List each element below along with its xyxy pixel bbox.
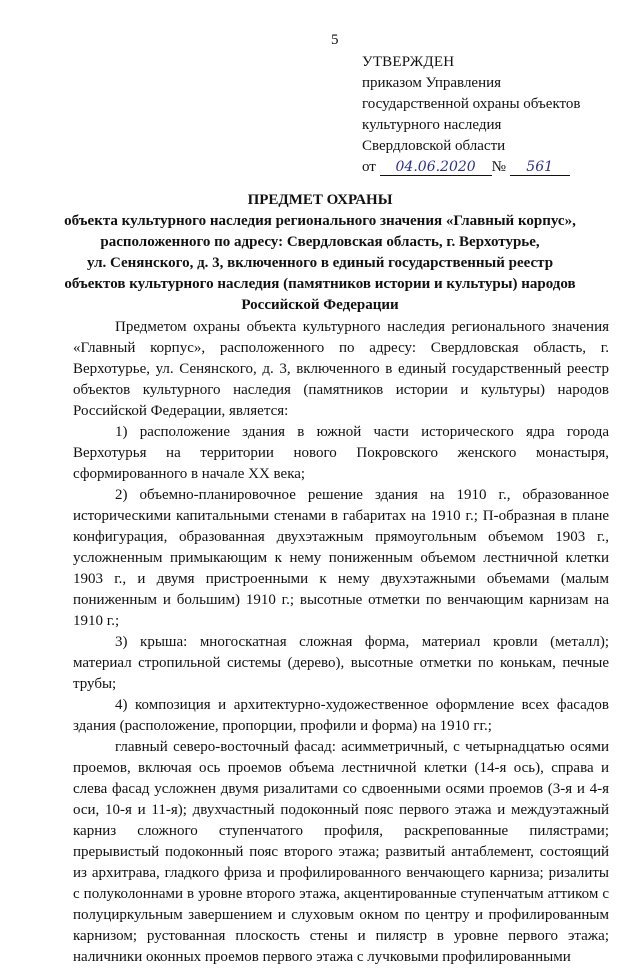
handwritten-date: 04.06.2020 [395, 159, 476, 175]
paragraph: Предметом охраны объекта культурного наследия регионального значения «Главный корпус», расположенного по адресу: Свердловская область, г. Верхотурье, ул. Сенянского, д. 3, включенного в единый государственный реестр объектов культурного наследия (памятников истории и культуры) народов Российской Федерации, является: [73, 319, 609, 419]
subtitle-line: расположенного по адресу: Свердловская область, г. Верхотурье, [100, 234, 540, 250]
approval-date-line [362, 157, 622, 178]
number-field [510, 159, 570, 176]
subtitle-line: объекта культурного наследия регионального значения «Главный корпус», [64, 213, 576, 229]
document-body [73, 317, 609, 968]
date-field [380, 159, 492, 176]
paragraph: 2) объемно-планировочное решение здания на 1910 г., образованное историческими капитальными стенами в габаритах на 1910 г.; П-образная в плане конфигурация, образованная двухэтажным прямоугольным объемом 1903 г., усложненным примыкающим к нему пониженным объемом лестничной клетки 1903 г., и двумя пристроенными к нему двухэтажными объемами (малым пониженным и большим) 1910 г.; высотные отметки по венчающим карнизам на 1910 г.; [73, 487, 609, 629]
paragraph: 4) композиция и архитектурно-художественное оформление всех фасадов здания (расположение, пропорции, профили и форма) на 1910 гг.; [73, 697, 609, 734]
handwritten-number: 561 [526, 159, 554, 175]
approval-line: культурного наследия [362, 117, 502, 133]
approval-line: приказом Управления [362, 75, 502, 91]
subtitle-line: ул. Сенянского, д. 3, включенного в единый государственный реестр [86, 255, 554, 271]
page-number: 5 [331, 32, 339, 48]
paragraph: 3) крыша: многоскатная сложная форма, материал кровли (металл); материал стропильной системы (дерево), высотные отметки по конькам, печные трубы; [73, 634, 609, 692]
number-prefix: № [491, 159, 506, 175]
date-prefix: от [362, 159, 376, 175]
paragraph: 1) расположение здания в южной части исторического ядра города Верхотурья на территории нового Покровского женского монастыря, сформированного в начале XX века; [73, 424, 609, 482]
document-heading [40, 190, 600, 316]
approval-stamp [362, 52, 622, 178]
approval-line: государственной охраны объектов [362, 96, 581, 112]
approval-title: УТВЕРЖДЕН [362, 54, 455, 70]
subtitle-line: объектов культурного наследия (памятников истории и культуры) народов [64, 276, 576, 292]
paragraph: главный северо-восточный фасад: асимметричный, с четырнадцатью осями проемов, включая ось проемов объема лестничной клетки (14-я ось), справа и слева фасад усложнен двумя ризалитами со сдвоенными осями проемов (3-я и 4-я оси, 10-я и 11-я); двухчастный подоконный пояс первого этажа и междуэтажный карниз сложного ступенчатого профиля, раскрепованные пилястрами; прерывистый подоконный пояс второго этажа; развитый антаблемент, состоящий из архитрава, гладкого фриза и профилированного венчающего карниза; ризалиты с полуколоннами в уровне второго этажа, акцентированные ступенчатым аттиком с полуциркульным завершением и слуховым окном по центру и профилированным карнизом; рустованная плоскость стены и пилястр в уровне первого этажа; наличники оконных проемов первого этажа с лучковыми профилированными [73, 739, 609, 965]
document-title: ПРЕДМЕТ ОХРАНЫ [247, 192, 393, 208]
approval-line: Свердловской области [362, 138, 506, 154]
subtitle-line: Российской Федерации [241, 297, 399, 313]
